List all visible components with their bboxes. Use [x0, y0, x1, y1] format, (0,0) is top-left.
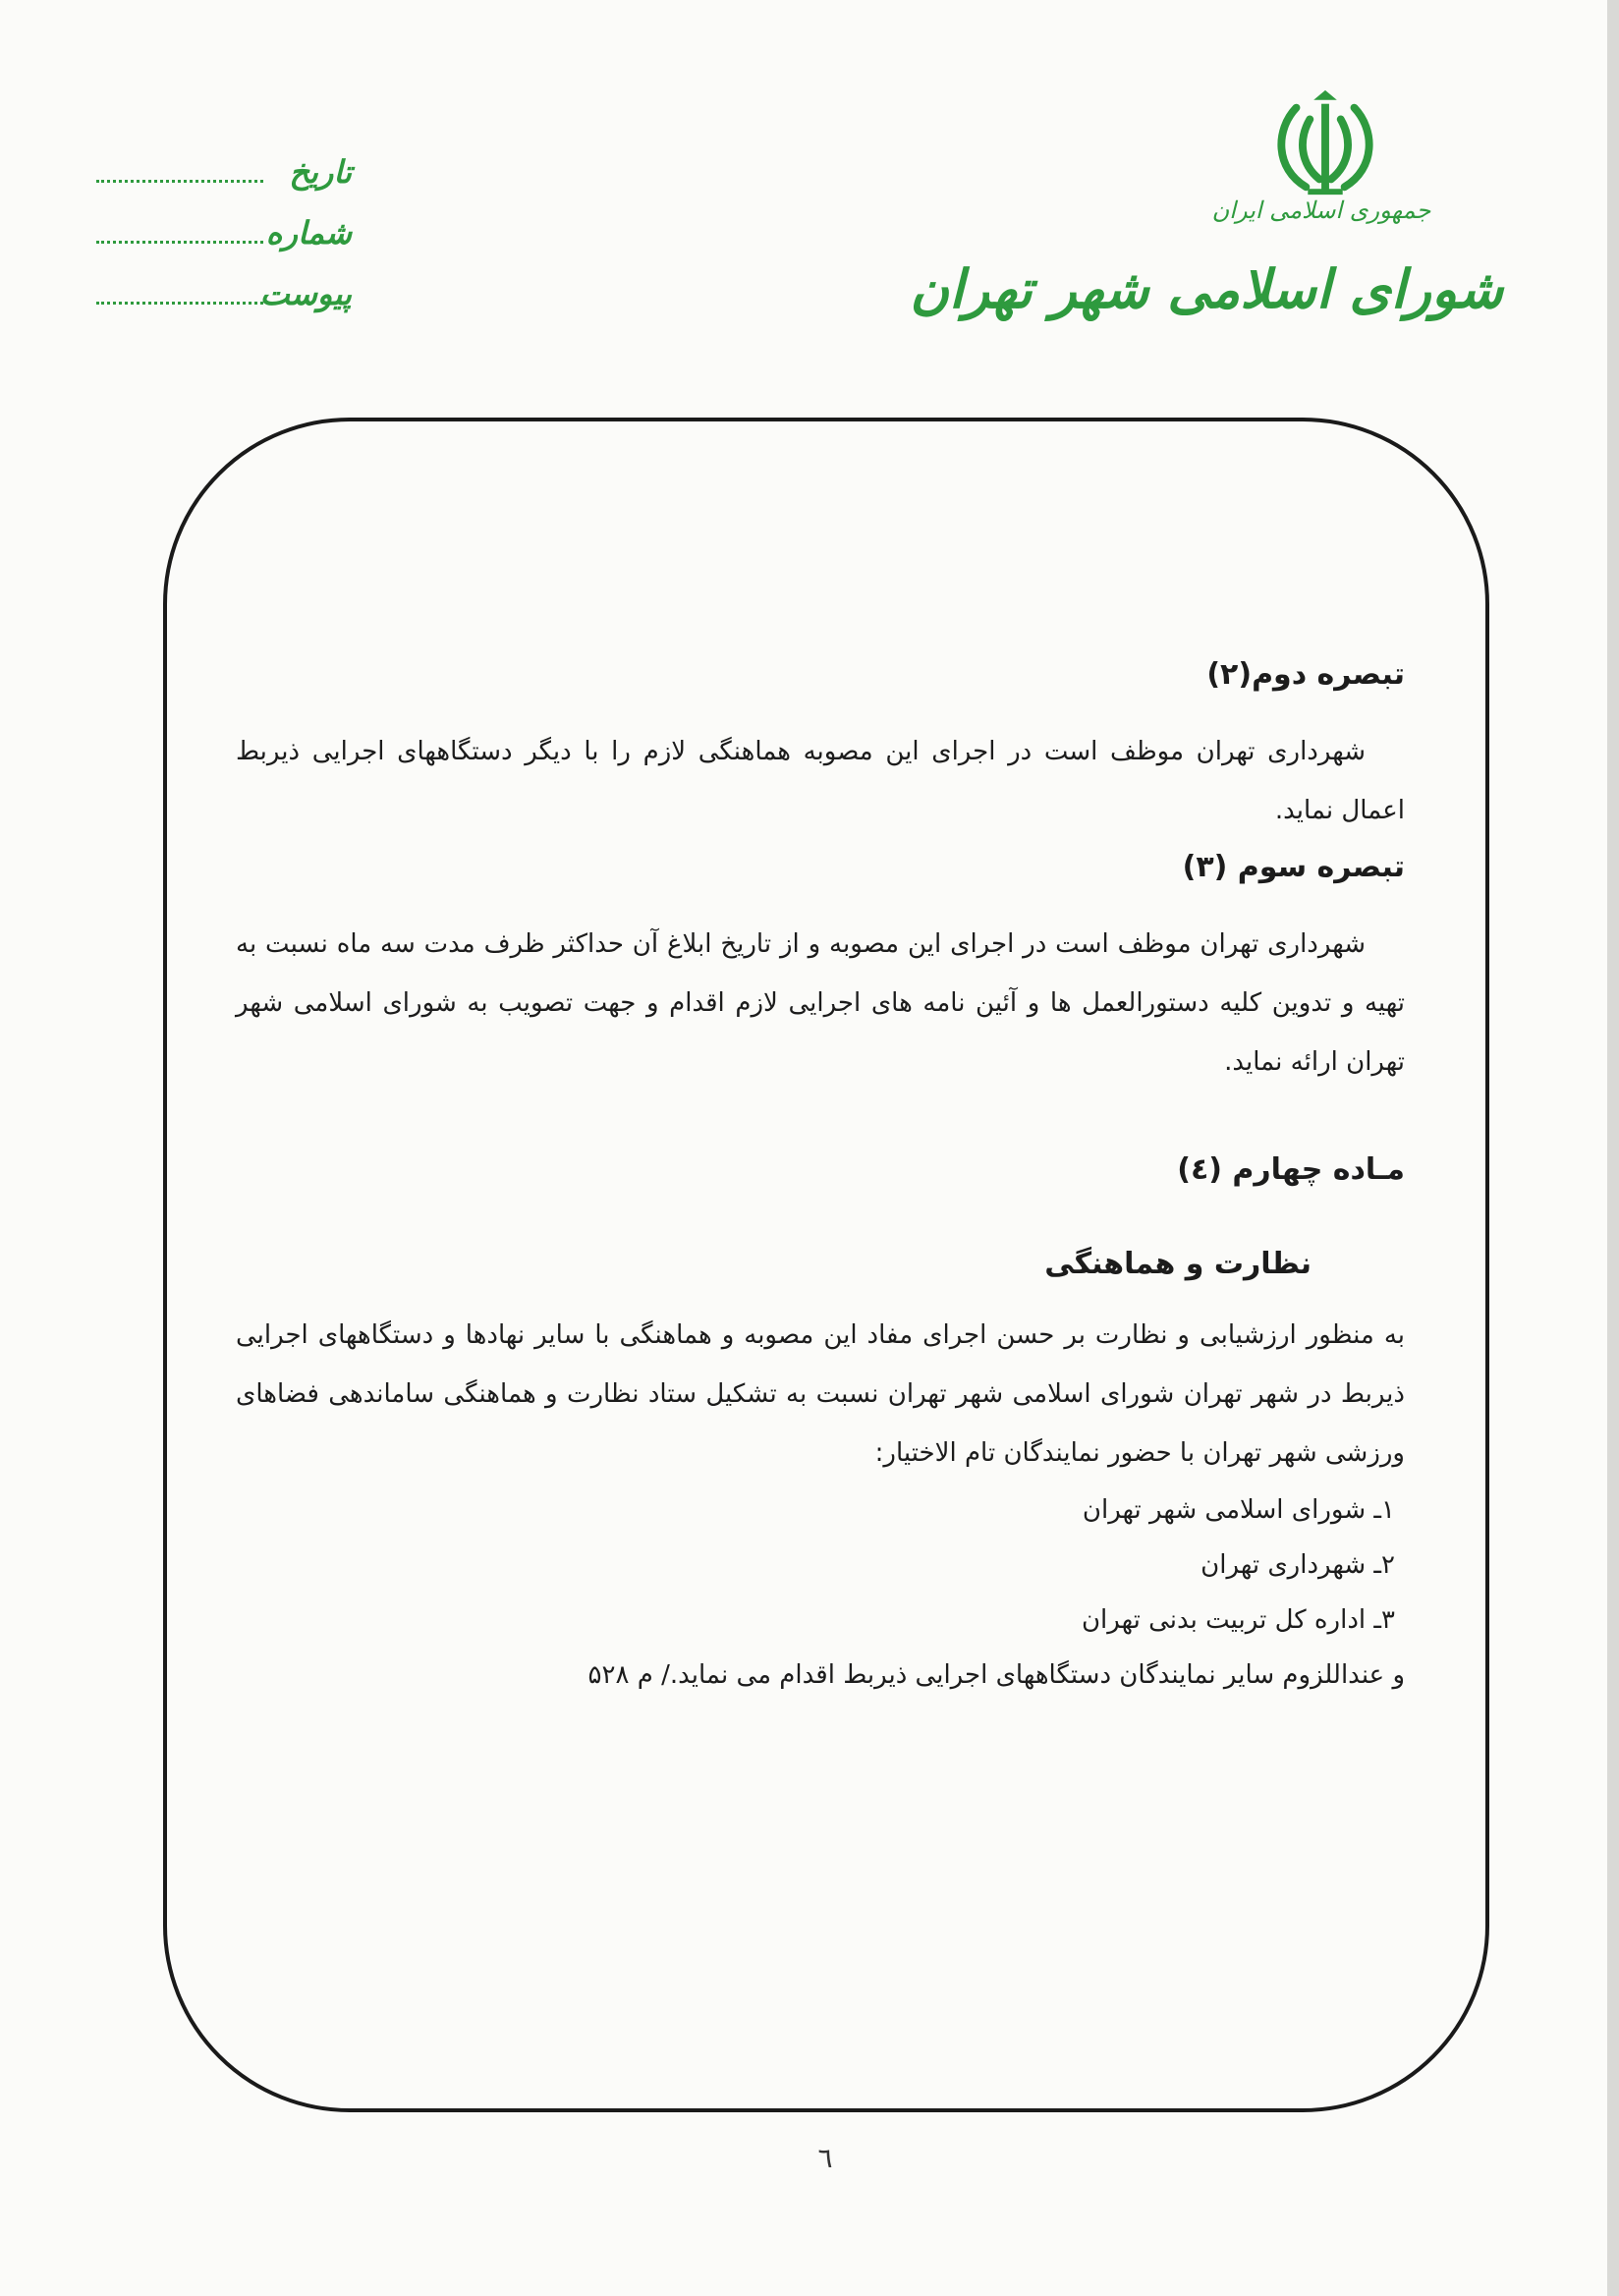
article4-heading: مـاده چهارم (٤) — [1177, 1152, 1405, 1187]
note3-heading: تبصره سوم (۳) — [1182, 850, 1405, 884]
date-dotted-line — [96, 180, 263, 183]
date-label: تاریخ — [289, 153, 352, 191]
note3-paragraph: شهرداری تهران موظف است در اجرای این مصوبه و از تاریخ ابلاغ آن حداکثر ظرف مدت سه ماه نسبت به تهیه و تدوین کلیه دستورالعمل ها و آئین نامه های اجرایی لازم اقدام و جهت تصویب به شورای اسلامی شهر تهران ارائه نماید. — [236, 929, 1405, 1077]
note2-paragraph: شهرداری تهران موظف است در اجرای این مصوبه هماهنگی لازم را با دیگر دستگاههای اجرایی ذیربط اعمال نماید. — [236, 737, 1405, 825]
article4-subheading: نظارت و هماهنگی — [1044, 1247, 1312, 1281]
republic-caption: جمهوری اسلامی ایران — [1211, 196, 1431, 224]
iran-emblem-icon — [1267, 86, 1383, 202]
member-item-council: ۱ـ شورای اسلامی شهر تهران — [1082, 1495, 1395, 1525]
date-field — [96, 145, 352, 195]
page-number: ٦ — [817, 2142, 833, 2174]
attachment-dotted-line — [96, 302, 263, 305]
council-title: شورای اسلامی شهر تهران — [910, 257, 1503, 320]
attachment-label: پیوست — [259, 275, 352, 312]
number-field — [96, 206, 352, 255]
note2-heading: تبصره دوم(۲) — [1206, 657, 1405, 692]
attachment-field — [96, 267, 352, 316]
closing-sentence: و عنداللزوم سایر نمایندگان دستگاههای اجرایی ذیربط اقدام می نماید./ م ۵۲۸ — [587, 1660, 1405, 1690]
number-dotted-line — [96, 241, 263, 244]
member-item-municipality: ۲ـ شهرداری تهران — [1200, 1550, 1395, 1580]
document-body — [236, 653, 1405, 1703]
article4-paragraph: به منظور ارزشیابی و نظارت بر حسن اجرای مفاد این مصوبه و هماهنگی با سایر نهادها و دستگاههای اجرایی ذیربط در شهر تهران شورای اسلامی شهر تهران نسبت به تشکیل ستاد نظارت و هماهنگی ساماندهی فضاهای ورزشی شهر تهران با حضور نمایندگان تام الاختیار: — [236, 1320, 1405, 1468]
number-label: شماره — [265, 214, 352, 252]
member-item-physical-education: ۳ـ اداره کل تربیت بدنی تهران — [1081, 1605, 1395, 1635]
